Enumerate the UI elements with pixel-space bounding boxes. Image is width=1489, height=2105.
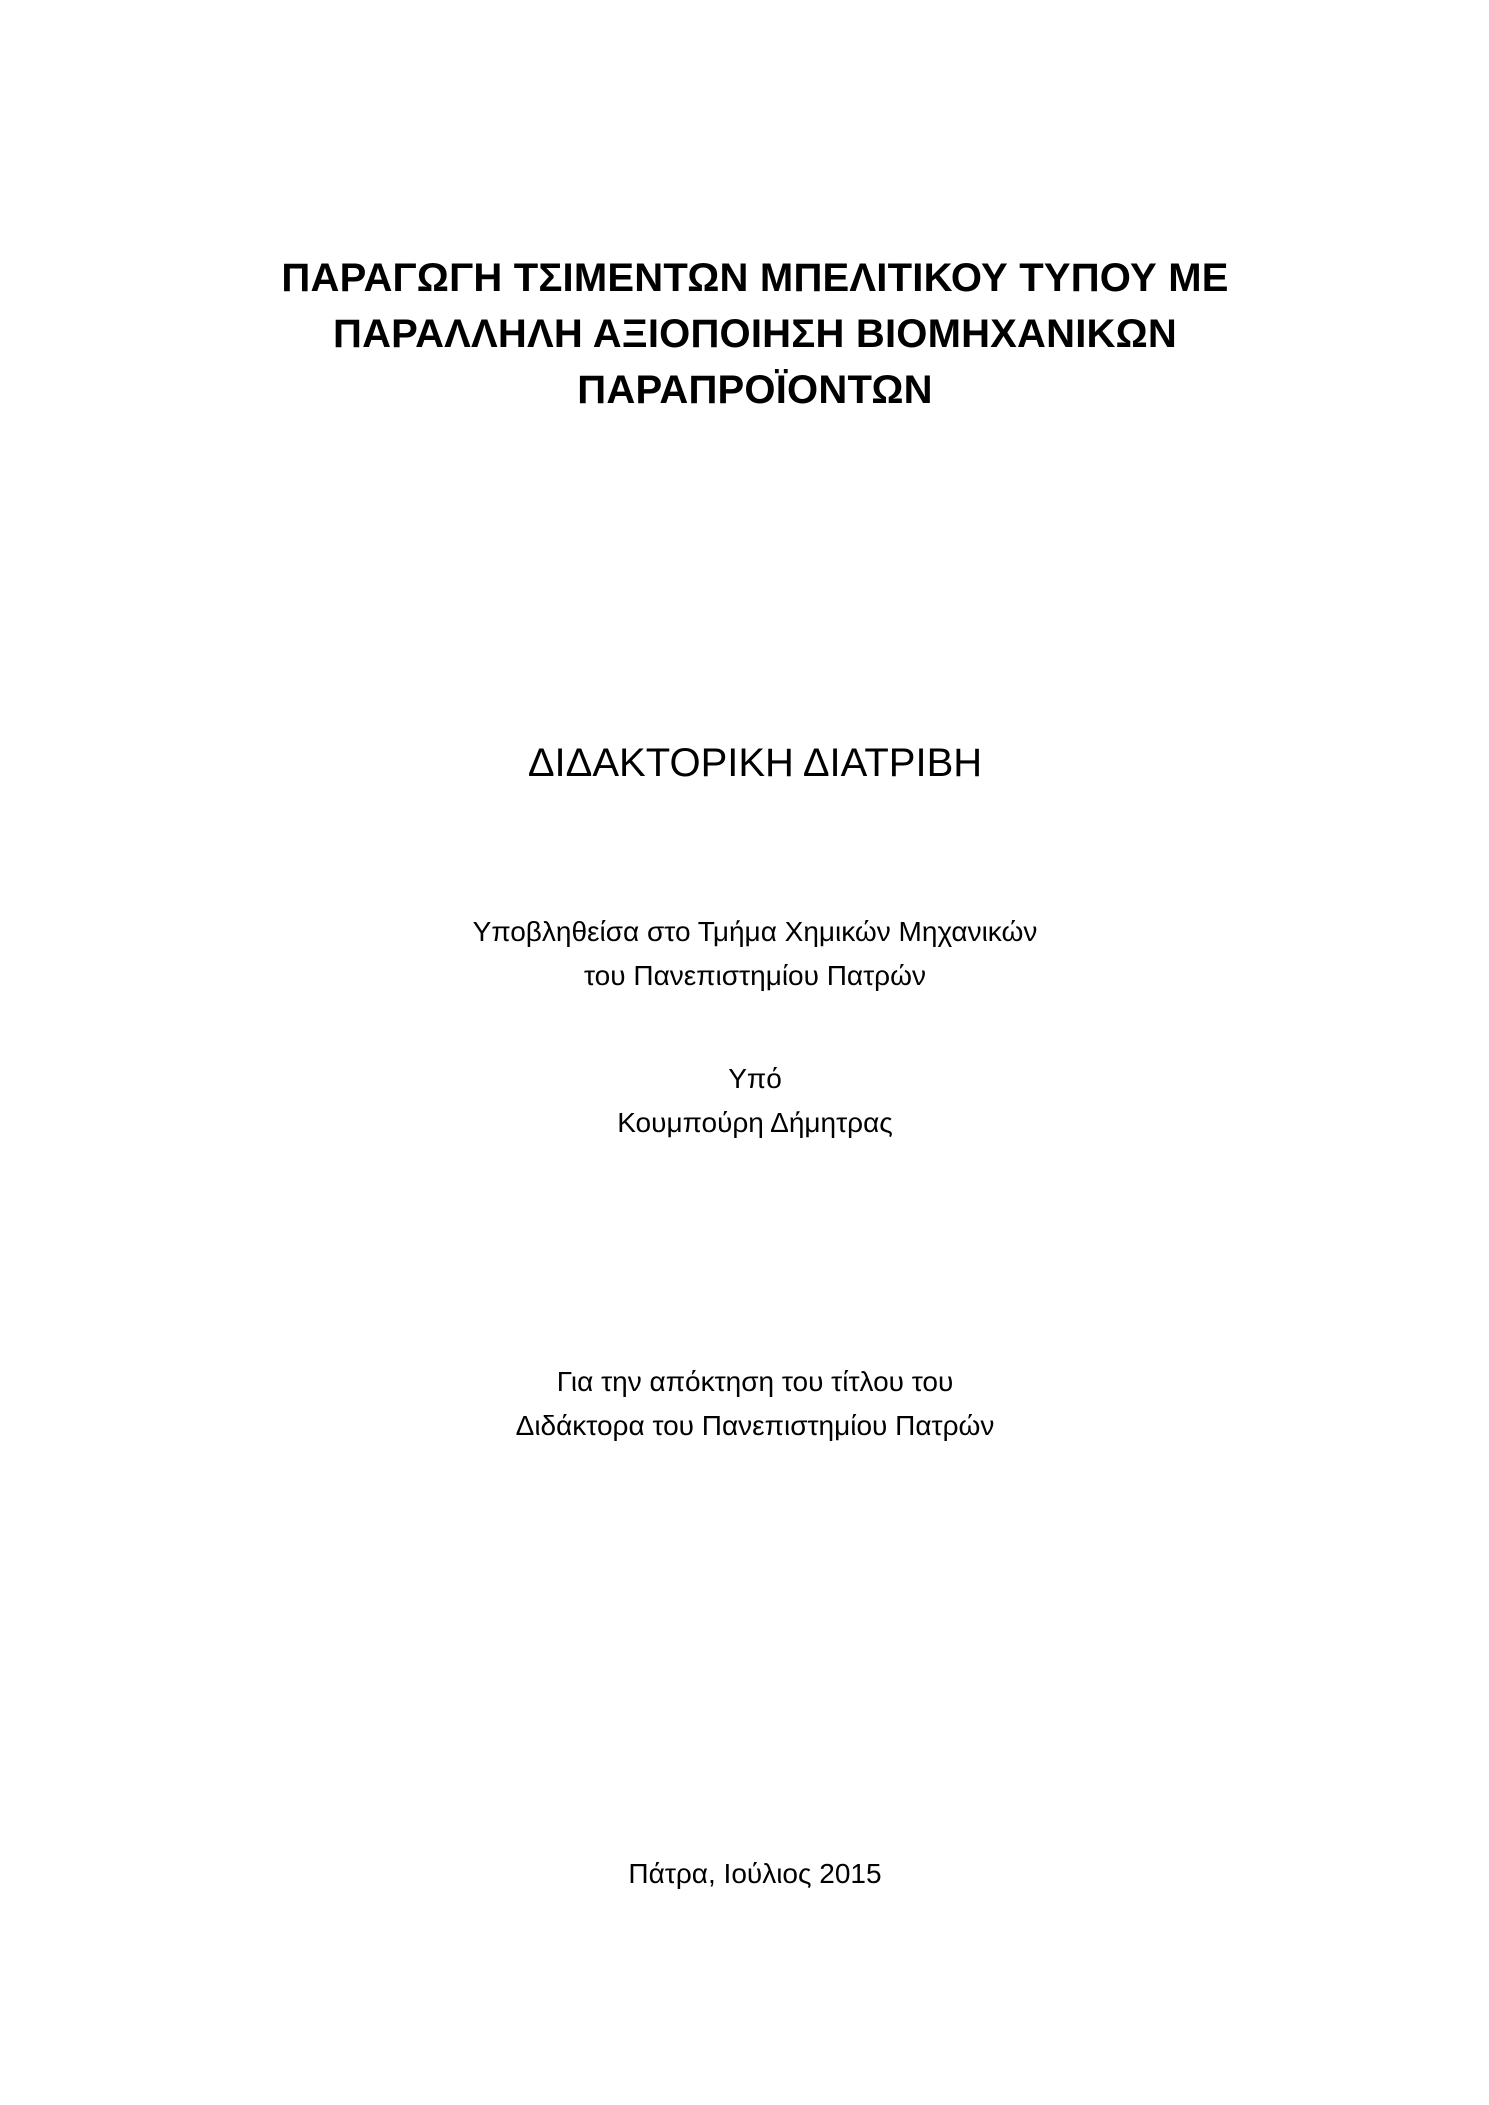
purpose-statement (200, 1360, 1310, 1448)
purpose-line: Για την απόκτηση του τίτλου του (556, 1366, 954, 1397)
thesis-type-heading: ΔΙΔΑΚΤΟΡΙΚΗ ΔΙΑΤΡΙΒΗ (527, 741, 983, 785)
title-line: ΠΑΡΑΛΛΗΛΗ ΑΞΙΟΠΟΙΗΣΗ ΒΙΟΜΗΧΑΝΙΚΩΝ (332, 312, 1177, 356)
title-line: ΠΑΡΑΠΡΟΪΟΝΤΩΝ (577, 368, 933, 412)
purpose-line: Διδάκτορα του Πανεπιστημίου Πατρών (515, 1410, 995, 1441)
author-by-label: Υπό (728, 1063, 782, 1094)
thesis-title (200, 250, 1310, 418)
place-and-date: Πάτρα, Ιούλιος 2015 (628, 1858, 882, 1889)
submission-statement (200, 910, 1310, 998)
author-block (200, 1057, 1310, 1145)
author-name: Κουμπούρη Δήμητρας (617, 1107, 893, 1138)
submission-line: του Πανεπιστημίου Πατρών (584, 960, 926, 991)
submission-line: Υποβληθείσα στο Τμήμα Χημικών Μηχανικών (472, 916, 1038, 947)
title-line: ΠΑΡΑΓΩΓΗ ΤΣΙΜΕΝΤΩΝ ΜΠΕΛΙΤΙΚΟΥ ΤΥΠΟΥ ΜΕ (281, 256, 1229, 300)
